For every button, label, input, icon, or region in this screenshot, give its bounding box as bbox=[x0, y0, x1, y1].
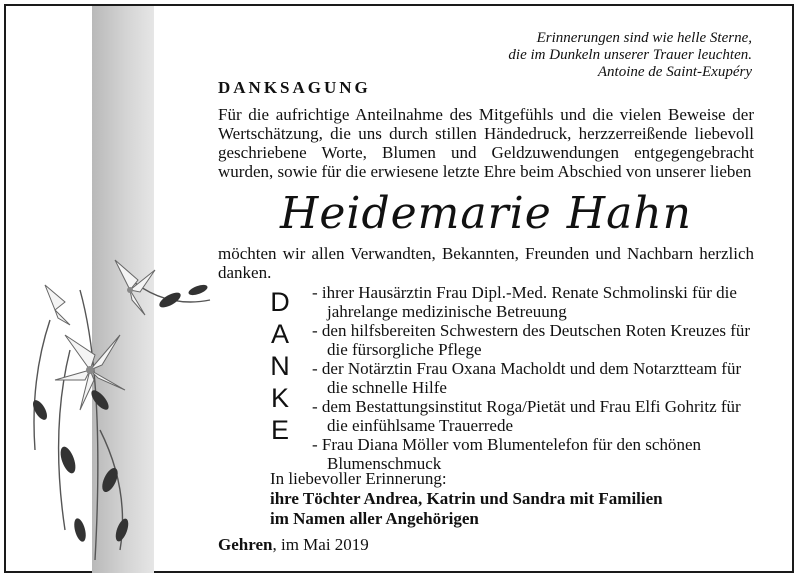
list-item: - dem Bestattungsinstitut Roga/Pietät und Frau Elfi Gohritz für die einfühlsame Trauerrede bbox=[312, 397, 741, 435]
danke-letter: A bbox=[270, 319, 289, 349]
thanks-list bbox=[312, 283, 754, 473]
quote-author: Antoine de Saint-Exupéry bbox=[597, 64, 752, 80]
deceased-name: Heidemarie Hahn bbox=[279, 188, 693, 239]
danke-letter: N bbox=[270, 351, 290, 381]
list-item: - der Notärztin Frau Oxana Macholdt und dem Notarztteam für die schnelle Hilfe bbox=[312, 359, 742, 397]
signer-line: ihre Töchter Andrea, Katrin und Sandra mit Familien bbox=[270, 489, 663, 508]
signer-line: im Namen aller Angehörigen bbox=[270, 509, 479, 528]
list-item: - Frau Diana Möller vom Blumentelefon für den schönen Blumenschmuck bbox=[312, 435, 702, 473]
closing-line: In liebevoller Erinnerung: bbox=[270, 469, 447, 488]
place-date bbox=[218, 535, 369, 555]
thanks-paragraph: Für die aufrichtige Anteilnahme des Mitgefühls und die vielen Beweise der Wertschätzung, die uns durch stillen Händedruck, herzzerreißende liebevoll geschriebene Worte, Blumen und Geldzuwendungen entgegengebracht wurden, sowie für die erwiesene letzte Ehre beim Abschied von unserer lieben bbox=[218, 105, 754, 181]
danke-vertical-word bbox=[262, 286, 298, 446]
place: Gehren bbox=[218, 535, 273, 554]
danke-letter: K bbox=[270, 383, 289, 413]
date: , im Mai 2019 bbox=[272, 535, 369, 554]
list-item: - den hilfsbereiten Schwestern des Deutschen Roten Kreuzes für die fürsorgliche Pflege bbox=[312, 321, 751, 359]
list-item: - ihrer Hausärztin Frau Dipl.-Med. Renate Schmolinski für die jahrelange medizinische Betreuung bbox=[312, 283, 737, 321]
epigraph-quote bbox=[422, 30, 752, 81]
thanks-closing-paragraph: möchten wir allen Verwandten, Bekannten, Freunden und Nachbarn herzlich danken. bbox=[218, 244, 754, 282]
lily-flowers-image bbox=[10, 230, 220, 570]
quote-line: Erinnerungen sind wie helle Sterne, bbox=[536, 30, 752, 46]
danke-letter: D bbox=[270, 287, 290, 317]
notice-title: DANKSAGUNG bbox=[218, 78, 371, 97]
signers-block bbox=[270, 489, 663, 529]
danke-letter: E bbox=[270, 415, 289, 445]
quote-line: die im Dunkeln unserer Trauer leuchten. bbox=[508, 47, 752, 63]
